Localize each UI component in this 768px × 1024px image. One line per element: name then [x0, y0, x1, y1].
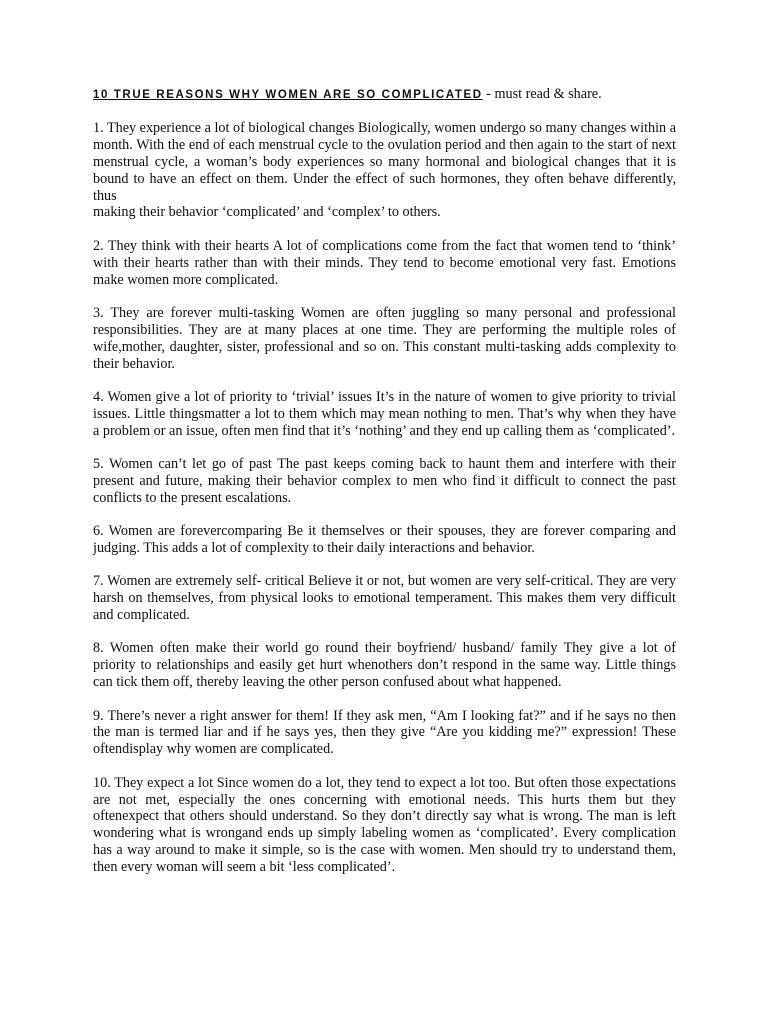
- paragraph-1: [93, 120, 676, 221]
- paragraph-7: 7. Women are extremely self- critical Believe it or not, but women are very self-critical. They are very harsh on themselves, from physical looks to emotional temperament. This makes them very difficult and complicated.: [93, 573, 676, 624]
- paragraph-3: 3. They are forever multi-tasking Women are often juggling so many personal and professional responsibilities. They are at many places at one time. They are performing the multiple roles of wife,mother, daughter, sister, professional and so on. This constant multi-tasking adds complexity to their behavior.: [93, 304, 676, 372]
- paragraph-9: 9. There’s never a right answer for them! If they ask men, “Am I looking fat?” and if he says no then the man is termed liar and if he says yes, then they give “Are you kidding me?” expression! These oftendisplay why women are complicated.: [93, 707, 676, 758]
- document-page: [93, 86, 676, 892]
- paragraph-2: 2. They think with their hearts A lot of complications come from the fact that women tend to ‘think’ with their hearts rather than with their minds. They tend to become emotional very fast. Emotions make women more complicated.: [93, 237, 676, 288]
- paragraph-1-part-b: making their behavior ‘complicated’ and ‘complex’ to others.: [93, 204, 441, 221]
- paragraph-8: 8. Women often make their world go round their boyfriend/ husband/ family They give a lot of priority to relationships and easily get hurt whenothers don’t respond in the same way. Little things can tick them off, thereby leaving the other person confused about what happened.: [93, 640, 676, 691]
- paragraph-1-part-a: 1. They experience a lot of biological changes Biologically, women undergo so many changes within a month. With the end of each menstrual cycle to the ovulation period and then again to the start of next menstrual cycle, a woman’s body experiences so many hormonal and biological changes that it is bound to have an effect on them. Under the effect of such hormones, they often behave differently, thus: [93, 119, 676, 204]
- document-title: 10 TRUE REASONS WHY WOMEN ARE SO COMPLICATED: [93, 89, 483, 101]
- paragraph-6: 6. Women are forevercomparing Be it themselves or their spouses, they are forever comparing and judging. This adds a lot of complexity to their daily interactions and behavior.: [93, 523, 676, 556]
- title-line: [93, 86, 676, 104]
- paragraph-10: 10. They expect a lot Since women do a lot, they tend to expect a lot too. But often those expectations are not met, especially the ones concerning with emotional needs. This hurts them but they oftenexpect that others should understand. So they don’t directly say what is wrong. The man is left wondering what is wrongand ends up simply labeling women as ‘complicated’. Every complication has a way around to make it simple, so is the case with women. Men should try to understand them, then every woman will seem a bit ‘less complicated’.: [93, 774, 676, 876]
- document-subtitle: - must read & share.: [482, 86, 602, 102]
- paragraph-4: 4. Women give a lot of priority to ‘trivial’ issues It’s in the nature of women to give priority to trivial issues. Little thingsmatter a lot to them which may mean nothing to men. That’s why when they have a problem or an issue, often men find that it’s ‘nothing’ and they end up calling them as ‘complicated’.: [93, 388, 676, 439]
- paragraph-5: 5. Women can’t let go of past The past keeps coming back to haunt them and interfere with their present and future, making their behavior complex to men who find it difficult to connect the past conflicts to the present escalations.: [93, 455, 676, 506]
